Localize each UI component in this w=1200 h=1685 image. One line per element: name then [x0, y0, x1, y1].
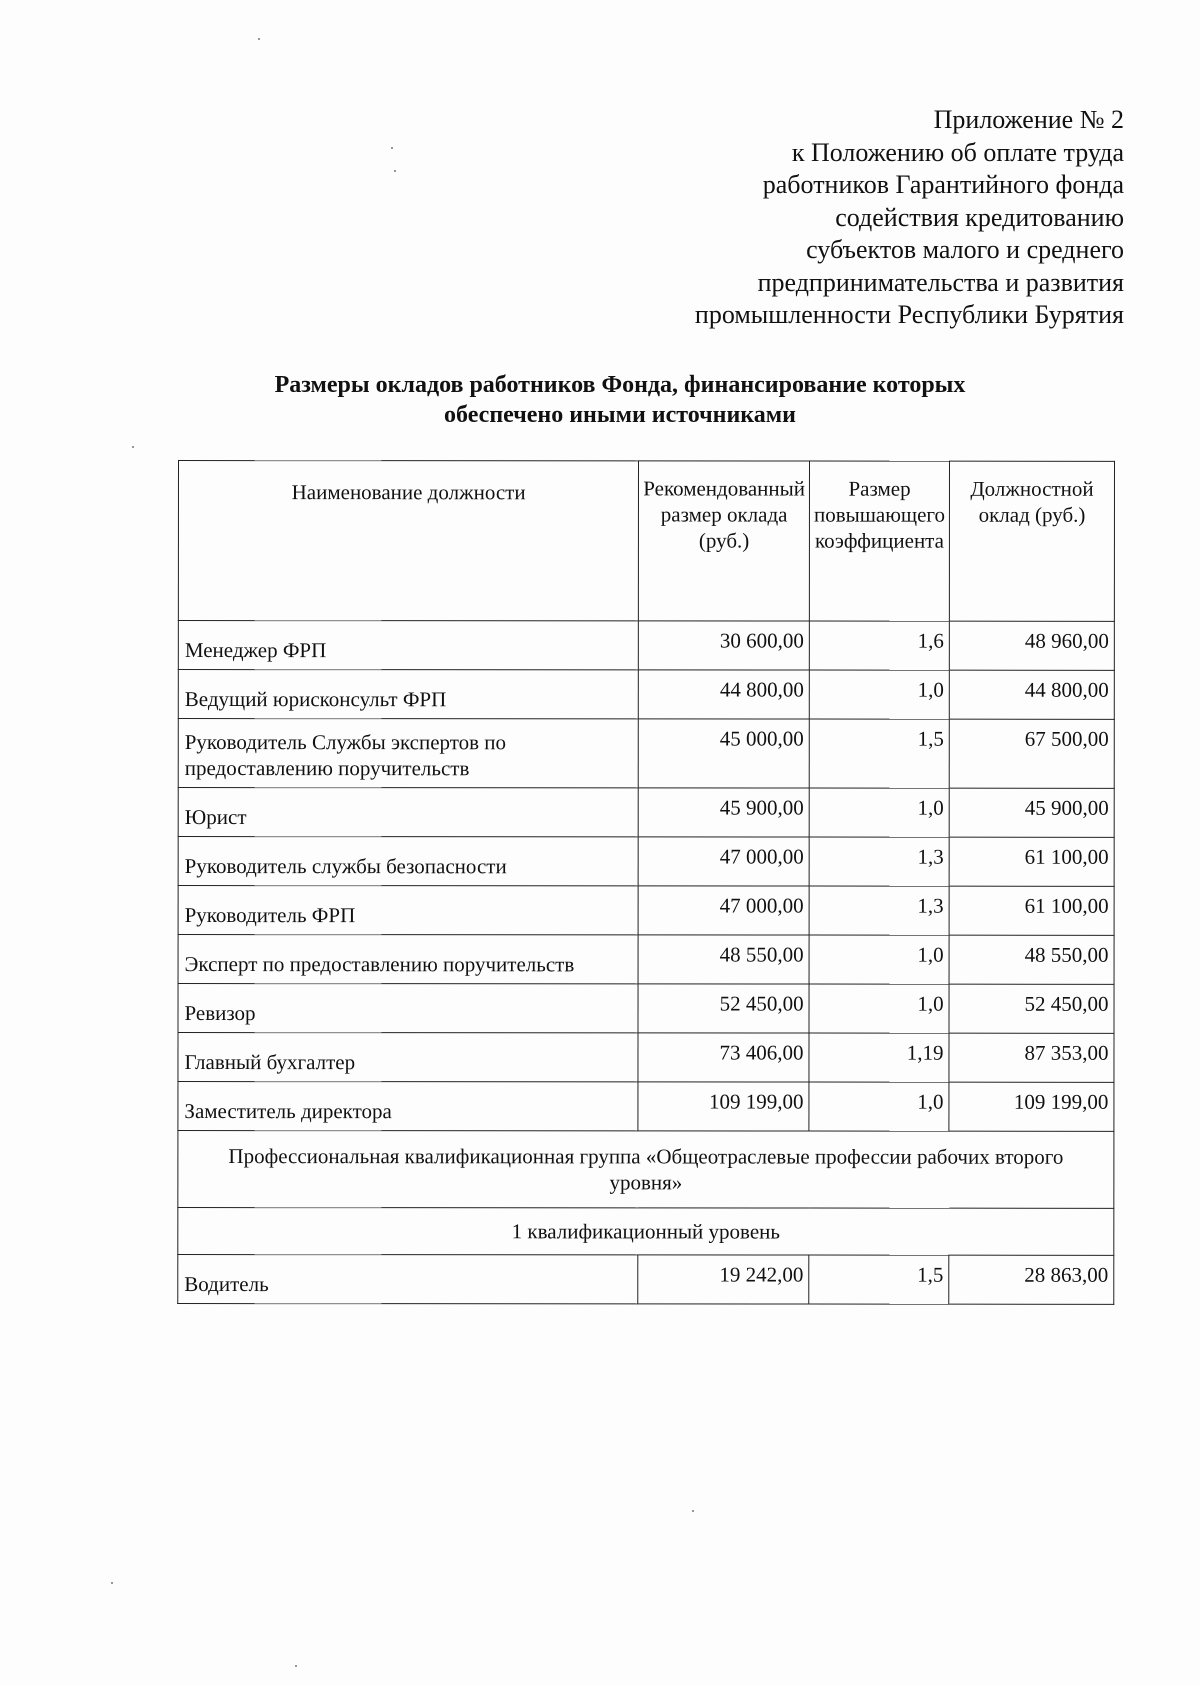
title-line-1: Размеры окладов работников Фонда, финансирование которых — [274, 372, 966, 398]
table-row — [178, 886, 1114, 936]
recommended-salary: 48 550,00 — [638, 935, 809, 984]
coefficient: 1,0 — [809, 788, 949, 837]
qualification-level-heading: 1 квалификационный уровень — [178, 1208, 1114, 1256]
scan-speck — [391, 147, 393, 149]
scan-speck — [692, 1510, 694, 1512]
appendix-line: промышленности Республики Бурятия — [694, 300, 1124, 329]
position-name: Главный бухгалтер — [178, 1033, 638, 1082]
header-coefficient: Размер повышающего коэффициента — [809, 461, 949, 621]
coefficient: 1,0 — [809, 984, 949, 1033]
coefficient: 1,3 — [809, 837, 949, 886]
level-heading-row — [178, 1208, 1114, 1256]
table-row — [178, 1033, 1114, 1083]
position-name: Ревизор — [178, 984, 638, 1033]
position-name: Руководитель Службы экспертов по предоставлению поручительств — [178, 719, 638, 788]
official-salary: 87 353,00 — [949, 1033, 1114, 1082]
recommended-salary: 30 600,00 — [639, 621, 810, 670]
position-name: Эксперт по предоставлению поручительств — [178, 935, 638, 984]
position-name: Водитель — [178, 1255, 638, 1304]
table-row — [178, 935, 1114, 985]
official-salary: 48 550,00 — [949, 935, 1114, 984]
appendix-line: к Положению об оплате труда — [791, 137, 1124, 167]
coefficient: 1,6 — [809, 621, 949, 670]
scan-speck — [295, 1665, 297, 1667]
appendix-line: Приложение № 2 — [933, 105, 1124, 134]
recommended-salary: 44 800,00 — [639, 670, 810, 719]
table-row — [178, 1082, 1114, 1132]
title-line-2: обеспечено иными источниками — [444, 402, 796, 428]
official-salary: 109 199,00 — [949, 1082, 1114, 1131]
coefficient: 1,0 — [809, 1082, 949, 1131]
coefficient: 1,5 — [809, 719, 949, 788]
table-row — [178, 719, 1114, 789]
official-salary: 28 863,00 — [949, 1255, 1114, 1304]
qualification-group-heading: Профессиональная квалификационная группа «Общеотраслевые профессии рабочих второго уровня» — [178, 1131, 1114, 1209]
appendix-line: субъектов малого и среднего — [806, 235, 1124, 264]
recommended-salary: 73 406,00 — [638, 1033, 809, 1082]
official-salary: 67 500,00 — [949, 719, 1114, 788]
official-salary: 52 450,00 — [949, 984, 1114, 1033]
recommended-salary: 45 900,00 — [638, 788, 809, 837]
recommended-salary: 52 450,00 — [638, 984, 809, 1033]
official-salary: 44 800,00 — [949, 670, 1114, 719]
table-row — [178, 984, 1114, 1034]
table-row — [178, 837, 1114, 887]
header-official-salary: Должностной оклад (руб.) — [949, 461, 1114, 621]
scan-speck — [132, 446, 134, 448]
table-row — [178, 1255, 1114, 1305]
header-position-name: Наименование должности — [178, 461, 638, 621]
appendix-line: предпринимательства и развития — [757, 267, 1124, 297]
recommended-salary: 45 000,00 — [638, 719, 809, 788]
recommended-salary: 47 000,00 — [638, 837, 809, 886]
position-name: Юрист — [178, 788, 638, 837]
table-row — [178, 670, 1114, 720]
appendix-line: содействия кредитованию — [835, 202, 1124, 232]
document-title — [180, 370, 1060, 430]
recommended-salary: 19 242,00 — [638, 1255, 809, 1304]
coefficient: 1,3 — [809, 886, 949, 935]
scan-speck — [111, 1582, 113, 1584]
scan-speck — [394, 170, 396, 172]
scan-speck — [258, 38, 260, 40]
appendix-header — [604, 104, 1124, 332]
official-salary: 61 100,00 — [949, 837, 1114, 886]
position-name: Ведущий юрисконсульт ФРП — [178, 670, 638, 719]
coefficient: 1,5 — [809, 1255, 949, 1304]
position-name: Заместитель директора — [178, 1082, 638, 1131]
coefficient: 1,0 — [809, 670, 949, 719]
official-salary: 61 100,00 — [949, 886, 1114, 935]
recommended-salary: 47 000,00 — [638, 886, 809, 935]
position-name: Руководитель службы безопасности — [178, 837, 638, 886]
official-salary: 48 960,00 — [949, 621, 1114, 670]
table-header-row — [178, 461, 1114, 622]
group-heading-row — [178, 1131, 1114, 1209]
coefficient: 1,19 — [809, 1033, 949, 1082]
salary-table — [177, 460, 1115, 1305]
header-recommended-salary: Рекомендованный размер оклада (руб.) — [639, 461, 810, 621]
table-row — [178, 621, 1114, 671]
position-name: Менеджер ФРП — [178, 621, 638, 670]
table-row — [178, 788, 1114, 838]
coefficient: 1,0 — [809, 935, 949, 984]
appendix-line: работников Гарантийного фонда — [762, 170, 1124, 199]
official-salary: 45 900,00 — [949, 788, 1114, 837]
recommended-salary: 109 199,00 — [638, 1082, 809, 1131]
position-name: Руководитель ФРП — [178, 886, 638, 935]
